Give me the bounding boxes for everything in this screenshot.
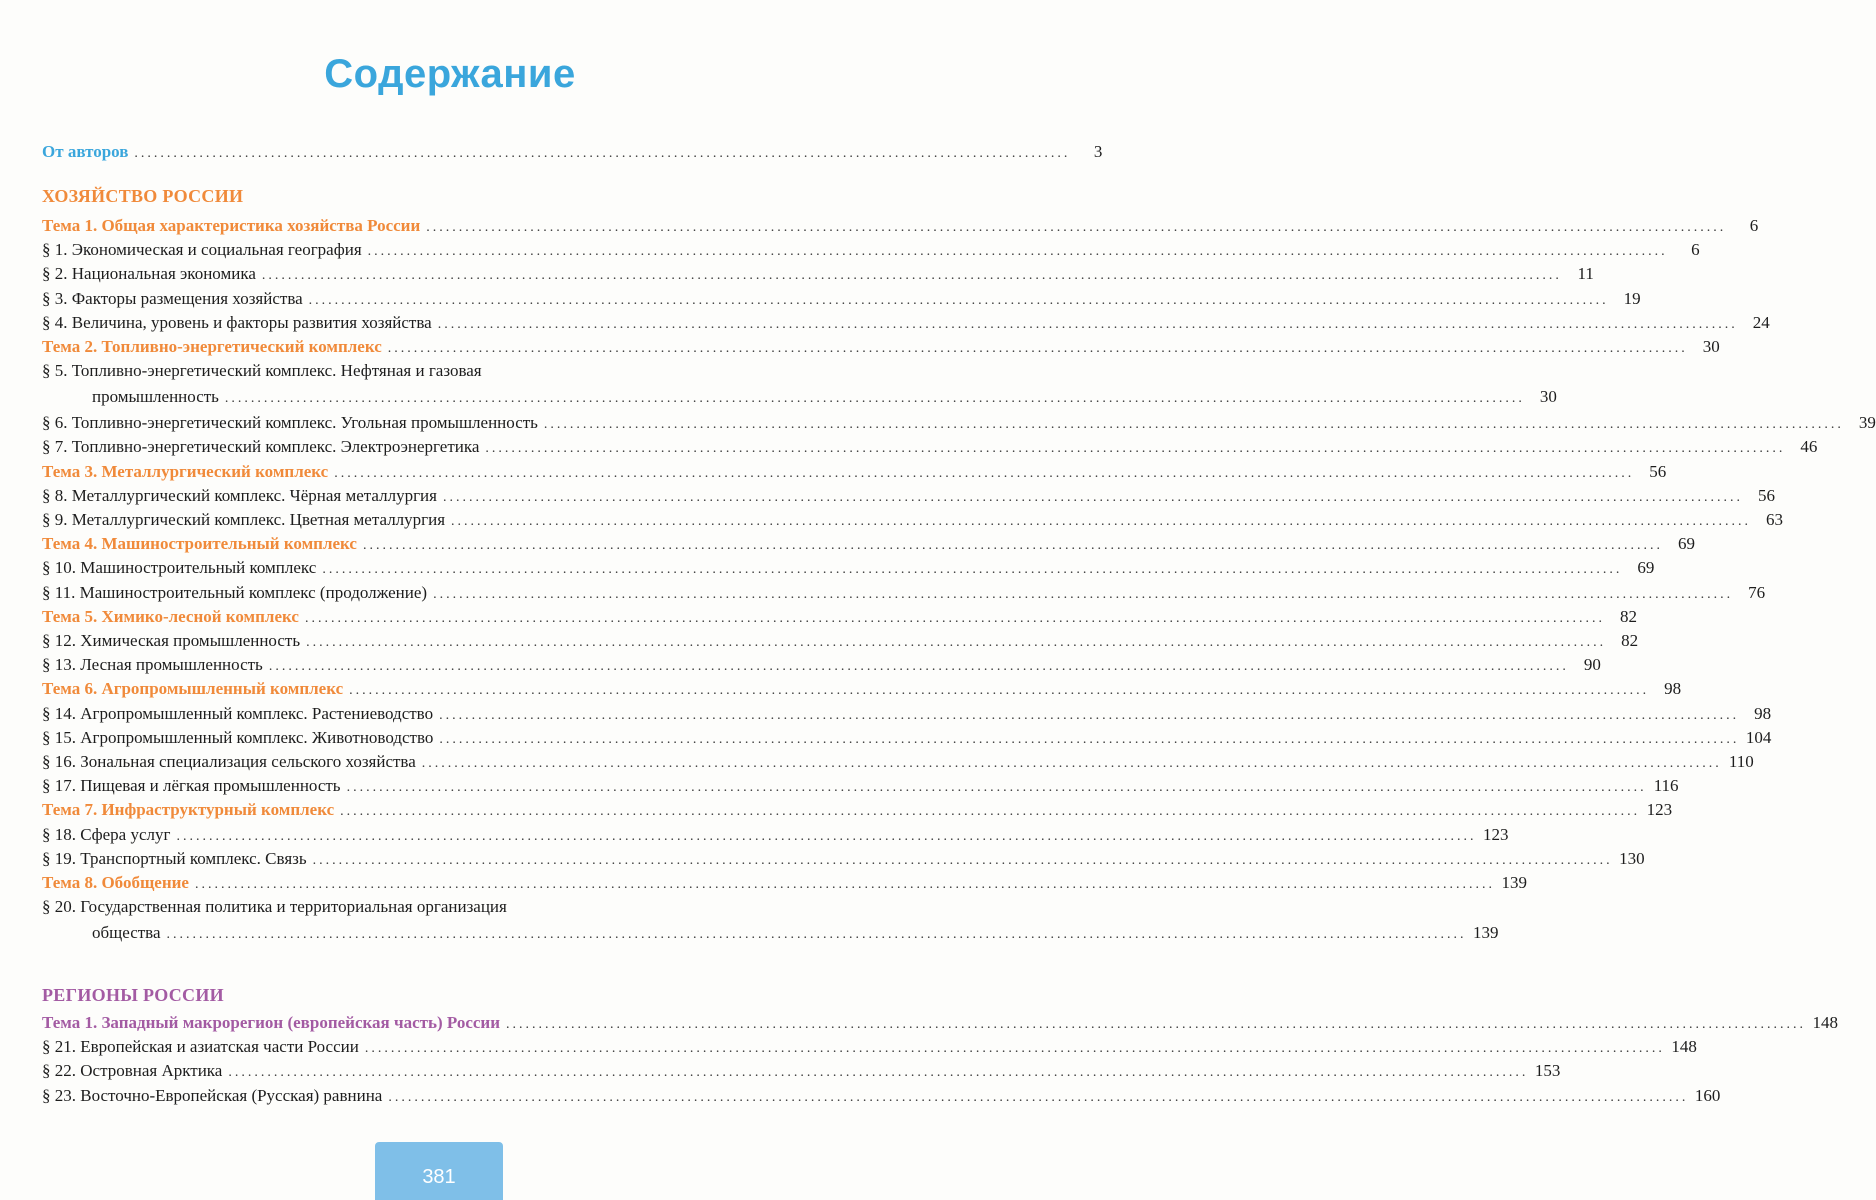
toc-topic-label: Тема 1. Общая характеристика хозяйства России: [42, 216, 421, 235]
leader-dots: ........................................................................................................................................................................................................: [387, 341, 1688, 356]
toc-entry[interactable]: [42, 1086, 1721, 1106]
section-heading-economy: ХОЗЯЙСТВО РОССИИ: [42, 186, 244, 206]
toc-entry-page: 19: [1623, 289, 1641, 308]
toc-entry-label: § 6. Топливно-энергетический комплекс. Угольная промышленность: [42, 413, 538, 432]
leader-dots: ........................................................................................................................................................................................................: [176, 829, 1477, 844]
toc-entry-label: § 14. Агропромышленный комплекс. Растениеводство: [42, 704, 434, 723]
toc-entry-label: § 17. Пищевая и лёгкая промышленность: [42, 776, 341, 795]
toc-topic-page: 6: [1749, 216, 1759, 235]
toc-intro-label: От авторов: [42, 142, 129, 161]
toc-entry-page: 90: [1583, 655, 1601, 674]
toc-intro-page: 3: [1093, 142, 1103, 161]
toc-topic-page: 123: [1646, 800, 1673, 819]
leader-dots: ........................................................................................................................................................................................................: [166, 927, 1467, 942]
toc-topic-page: 98: [1664, 679, 1682, 698]
toc-entry-label: § 12. Химическая промышленность: [42, 631, 301, 650]
toc-entry-label: § 19. Транспортный комплекс. Связь: [42, 849, 307, 868]
toc-entry-label: § 9. Металлургический комплекс. Цветная металлургия: [42, 510, 446, 529]
toc-entry-label: § 21. Европейская и азиатская части России: [42, 1037, 359, 1056]
toc-entry-line: § 5. Топливно-энергетический комплекс. Нефтяная и газовая: [42, 361, 482, 380]
toc-topic[interactable]: [42, 1013, 1839, 1033]
leader-dots: ........................................................................................................................................................................................................: [439, 708, 1740, 723]
leader-dots: ........................................................................................................................................................................................................: [349, 683, 1650, 698]
leader-dots: ........................................................................................................................................................................................................: [334, 466, 1635, 481]
toc-entry-label: § 23. Восточно-Европейская (Русская) равнина: [42, 1086, 383, 1105]
toc-topic-page: 148: [1812, 1013, 1839, 1032]
leader-dots: ........................................................................................................................................................................................................: [322, 562, 1623, 577]
toc-entry-page: 6: [1691, 240, 1700, 259]
toc-entry-label: § 4. Величина, уровень и факторы развития хозяйства: [42, 313, 432, 332]
toc-entry-page: 153: [1534, 1061, 1561, 1080]
toc-entry-page: 148: [1671, 1037, 1697, 1056]
toc-entry-page: 123: [1482, 825, 1509, 844]
leader-dots: ........................................................................................................................................................................................................: [506, 1017, 1807, 1032]
toc-entry-page: 98: [1754, 704, 1772, 723]
toc-entry[interactable]: [42, 1037, 1697, 1057]
leader-dots: ........................................................................................................................................................................................................: [364, 1041, 1665, 1056]
leader-dots: ................................................................................................................................................: [134, 146, 1071, 161]
toc-entry-page: 160: [1694, 1086, 1721, 1105]
toc-topic-page: 56: [1649, 462, 1667, 481]
toc-topic-label: Тема 3. Металлургический комплекс: [42, 462, 329, 481]
toc-entry-label: § 18. Сфера услуг: [42, 825, 171, 844]
leader-dots: ........................................................................................................................................................................................................: [439, 732, 1740, 747]
toc-entry-page: 130: [1619, 849, 1645, 868]
toc-entry-label: § 16. Зональная специализация сельского хозяйства: [42, 752, 416, 771]
page-title: Содержание: [324, 52, 576, 96]
toc-entry-label: § 8. Металлургический комплекс. Чёрная металлургия: [42, 486, 437, 505]
leader-dots: ........................................................................................................................................................................................................: [224, 391, 1525, 406]
leader-dots: ........................................................................................................................................................................................................: [362, 538, 1663, 553]
toc-entry-label: § 10. Машиностроительный комплекс: [42, 558, 317, 577]
toc-entry-label: § 13. Лесная промышленность: [42, 655, 263, 674]
toc-topic-label: Тема 7. Инфраструктурный комплекс: [42, 800, 335, 819]
leader-dots: ........................................................................................................................................................................................................: [433, 587, 1734, 602]
toc-topic-label: Тема 8. Обобщение: [42, 873, 189, 892]
toc-entry-label: § 22. Островная Арктика: [42, 1061, 223, 1080]
toc-entry-page: 116: [1653, 776, 1679, 795]
leader-dots: ........................................................................................................................................................................................................: [306, 635, 1607, 650]
leader-dots: ........................................................................................................................................................................................................: [194, 877, 1495, 892]
toc-entry-page: 30: [1539, 387, 1557, 406]
toc-topic-page: 69: [1677, 534, 1695, 553]
toc-entry-page: 11: [1577, 264, 1594, 283]
toc-entry-page: 76: [1748, 583, 1766, 602]
toc-topic-label: Тема 4. Машиностроительный комплекс: [42, 534, 357, 553]
leader-dots: ........................................................................................................................................................................................................: [228, 1065, 1529, 1080]
leader-dots: ........................................................................................................................................................................................................: [346, 780, 1647, 795]
section-heading-regions: РЕГИОНЫ РОССИИ: [42, 985, 224, 1005]
leader-dots: ........................................................................................................................................................................................................: [308, 293, 1609, 308]
toc-entry-label: § 3. Факторы размещения хозяйства: [42, 289, 303, 308]
toc-topic-page: 139: [1501, 873, 1527, 892]
leader-dots: ........................................................................................................................................................................................................: [485, 441, 1786, 456]
toc-entry-line: § 20. Государственная политика и территориальная организация: [42, 897, 507, 916]
toc-entry-page: 46: [1800, 437, 1818, 456]
toc-topic-page: 82: [1619, 607, 1637, 626]
toc-entry-page: 56: [1757, 486, 1775, 505]
toc-entry-page: 110: [1728, 752, 1754, 771]
toc-entry-page: 39: [1858, 413, 1876, 432]
leader-dots: ........................................................................................................................................................................................................: [261, 268, 1562, 283]
toc-entry-page: 69: [1637, 558, 1655, 577]
toc-entry-page: 82: [1621, 631, 1639, 650]
leader-dots: ........................................................................................................................................................................................................: [268, 659, 1569, 674]
leader-dots: ........................................................................................................................................................................................................: [437, 317, 1738, 332]
toc-entry-label: общества: [92, 923, 161, 942]
toc-entry-label: § 7. Топливно-энергетический комплекс. Электроэнергетика: [42, 437, 480, 456]
toc-entry-label: § 2. Национальная экономика: [42, 264, 256, 283]
toc-topic-label: Тема 6. Агропромышленный комплекс: [42, 679, 344, 698]
toc-entry-label: § 11. Машиностроительный комплекс (продолжение): [42, 583, 428, 602]
toc-entry-label: § 1. Экономическая и социальная география: [42, 240, 362, 259]
toc-topic-page: 30: [1702, 337, 1720, 356]
leader-dots: ........................................................................................................................................................................................................: [421, 756, 1722, 771]
toc-entry-label: § 15. Агропромышленный комплекс. Животноводство: [42, 728, 434, 747]
toc-topic-label: Тема 2. Топливно-энергетический комплекс: [42, 337, 382, 356]
toc-entry-page: 24: [1752, 313, 1770, 332]
toc-entry-page: 63: [1766, 510, 1784, 529]
leader-dots: ........................................................................................................................................................................................................: [304, 611, 1605, 626]
leader-dots: ........................................................................................................................................................................................................: [340, 804, 1641, 819]
leader-dots: ........................................................................................................................................................................................................: [543, 417, 1844, 432]
leader-dots: ........................................................................................................................................................................................................: [451, 514, 1752, 529]
toc-entry-page: 104: [1745, 728, 1772, 747]
leader-dots: ........................................................................................................................................................................................................: [442, 490, 1743, 505]
toc-entry-label: промышленность: [92, 387, 219, 406]
leader-dots: ........................................................................................................................................................................................................: [312, 853, 1613, 868]
toc-topic-label: Тема 1. Западный макрорегион (европейская часть) России: [42, 1013, 501, 1032]
toc-entry-page: 139: [1473, 923, 1499, 942]
leader-dots: ........................................................................................................................................................................................................: [426, 220, 1727, 235]
leader-dots: ........................................................................................................................................................................................................: [388, 1090, 1689, 1105]
leader-dots: ........................................................................................................................................................................................................: [367, 244, 1668, 259]
toc-topic-label: Тема 5. Химико-лесной комплекс: [42, 607, 299, 626]
page-number: 381: [422, 1166, 456, 1188]
toc-entry[interactable]: [42, 1061, 1561, 1081]
